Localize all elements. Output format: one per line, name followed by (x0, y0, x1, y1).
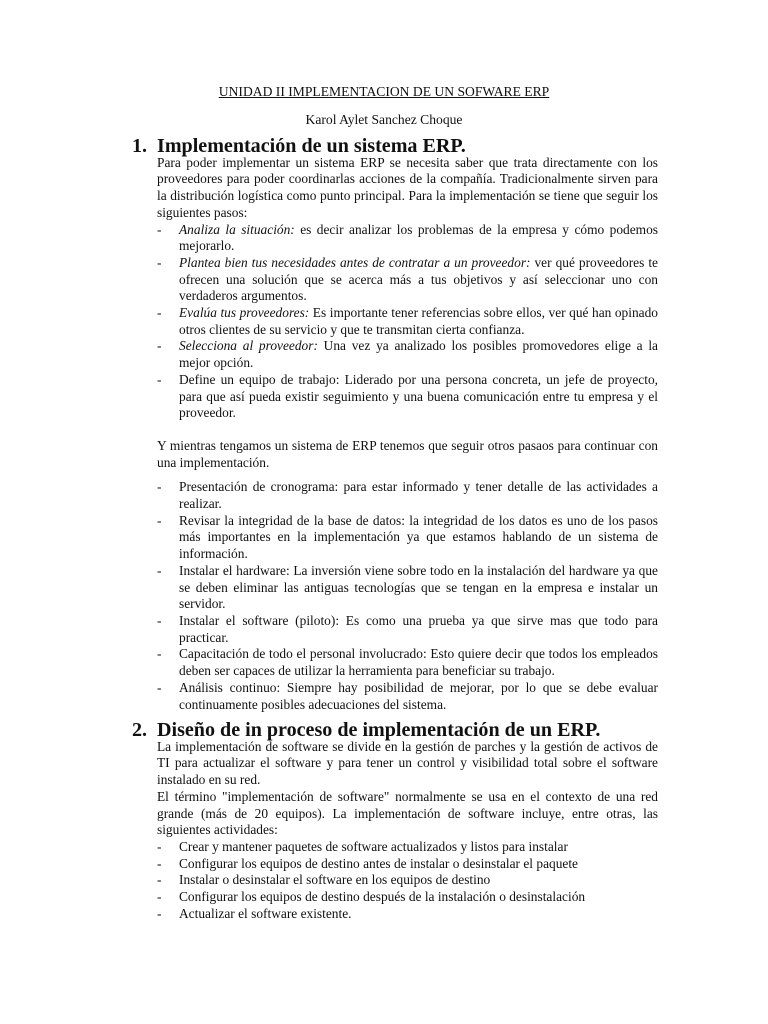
list-item (157, 372, 658, 422)
section-2-body (157, 739, 658, 923)
list-item (157, 613, 658, 646)
step-lead: Plantea bien tus necesidades antes de contratar a un proveedor: (179, 254, 531, 270)
bullet-dash: - (157, 512, 162, 528)
section-title: Diseño de in proceso de implementación de un ERP. (157, 719, 601, 741)
bullet-dash: - (157, 646, 162, 662)
step-text: Es importante tener referencias sobre ellos, ver qué han opinado otros clientes de su servicio y que te transmitan cierta confianza. (179, 305, 658, 337)
bullet-dash: - (157, 855, 162, 871)
bullet-dash: - (157, 479, 162, 495)
bullet-dash: - (157, 889, 162, 905)
bullet-dash: - (157, 338, 162, 354)
list-item (157, 479, 658, 512)
list-item (157, 255, 658, 305)
section-1-body (157, 155, 658, 714)
task-text: Análisis continuo: Siempre hay posibilidad de mejorar, por lo que se debe evaluar continuamente posibles adecuaciones del sistema. (179, 679, 658, 712)
task-text: Capacitación de todo el personal involucrado: Esto quiere decir que todos los empleados deben ser capaces de utilizar la herramienta para beneficiar su trabajo. (179, 646, 658, 679)
step-lead: Analiza la situación: (179, 221, 295, 237)
continuation-paragraph: Y mientras tengamos un sistema de ERP tenemos que seguir otros pasaos para continuar con una implementación. (157, 437, 658, 470)
step-lead: Selecciona al proveedor: (179, 338, 318, 354)
section-1-heading (132, 135, 658, 157)
document-title: UNIDAD II IMPLEMENTACION DE UN SOFWARE ERP (218, 84, 550, 99)
list-item (157, 513, 658, 563)
steps-list (157, 222, 658, 422)
list-item (157, 338, 658, 371)
bullet-dash: - (157, 838, 162, 854)
list-item (157, 646, 658, 679)
bullet-dash: - (157, 562, 162, 578)
section-2-heading (132, 719, 658, 741)
list-item (157, 856, 658, 873)
step-lead: Evalúa tus proveedores: (179, 305, 310, 321)
list-item (157, 906, 658, 923)
bullet-dash: - (157, 305, 162, 321)
tasks-list (157, 479, 658, 713)
list-item (157, 222, 658, 255)
activity-text: Crear y mantener paquetes de software actualizados y listos para instalar (179, 838, 568, 854)
bullet-dash: - (157, 254, 162, 270)
bullet-dash: - (157, 872, 162, 888)
list-item (157, 872, 658, 889)
list-item (157, 563, 658, 613)
section-title: Implementación de un sistema ERP. (157, 135, 466, 157)
task-text: Revisar la integridad de la base de datos: la integridad de los datos es uno de los pasos más importantes en la implementación ya que estamos hablando de un sistema de información. (179, 512, 658, 562)
activities-list (157, 839, 658, 923)
step-text: Una vez ya analizado los posibles promovedores elige a la mejor opción. (179, 338, 659, 371)
step-text: Define un equipo de trabajo: Liderado por una persona concreta, un jefe de proyecto, para que así pueda existir seguimiento y una buena comunicación entre tu empresa y el proveedor. (179, 371, 658, 421)
bullet-dash: - (157, 612, 162, 628)
section-1 (132, 135, 659, 713)
section-number: 1. (132, 135, 148, 157)
step-text: ver qué proveedores te ofrecen una solución que se acerca más a tus objetivos y así seleccionar uno con verdaderos argumentos. (179, 254, 658, 304)
intro-paragraph: Para poder implementar un sistema ERP se necesita saber que trata directamente con los proveedores para poder coordinarlas acciones de la compañía. Tradicionalmente sirven para la distribución logística como punto principal. Para la implementación se tiene que seguir los siguientes pasos: (157, 154, 658, 220)
bullet-dash: - (157, 905, 162, 921)
task-text: Instalar el hardware: La inversión viene sobre todo en la instalación del hardware ya que se deben eliminar las antiguas tecnologías que se tengan en la empresa e instalar un servidor. (179, 562, 658, 612)
list-item (157, 839, 658, 856)
paragraph: El término "implementación de software" normalmente se usa en el contexto de una red grande (más de 20 equipos). La implementación de software incluye, entre otras, las siguientes actividades: (157, 788, 658, 838)
bullet-dash: - (157, 679, 162, 695)
author-name: Karol Aylet Sanchez Choque (305, 112, 463, 127)
step-text: es decir analizar los problemas de la empresa y cómo podemos mejorarlo. (179, 221, 658, 254)
paragraph: La implementación de software se divide en la gestión de parches y la gestión de activos de TI para actualizar el software y para tener un control y visibilidad total sobre el software instalado en su red. (157, 738, 658, 788)
task-text: Instalar el software (piloto): Es como una prueba ya que sirve mas que todo para practicar. (179, 612, 658, 645)
activity-text: Actualizar el software existente. (179, 905, 352, 921)
section-number: 2. (132, 719, 148, 741)
list-item (157, 680, 658, 713)
list-item (157, 305, 658, 338)
activity-text: Configurar los equipos de destino después de la instalación o desinstalación (179, 889, 586, 905)
bullet-dash: - (157, 371, 162, 387)
activity-text: Instalar o desinstalar el software en los equipos de destino (179, 872, 491, 888)
bullet-dash: - (157, 221, 162, 237)
section-2 (132, 719, 658, 922)
activity-text: Configurar los equipos de destino antes de instalar o desinstalar el paquete (179, 855, 579, 871)
task-text: Presentación de cronograma: para estar informado y tener detalle de las actividades a realizar. (179, 479, 658, 512)
list-item (157, 889, 658, 906)
